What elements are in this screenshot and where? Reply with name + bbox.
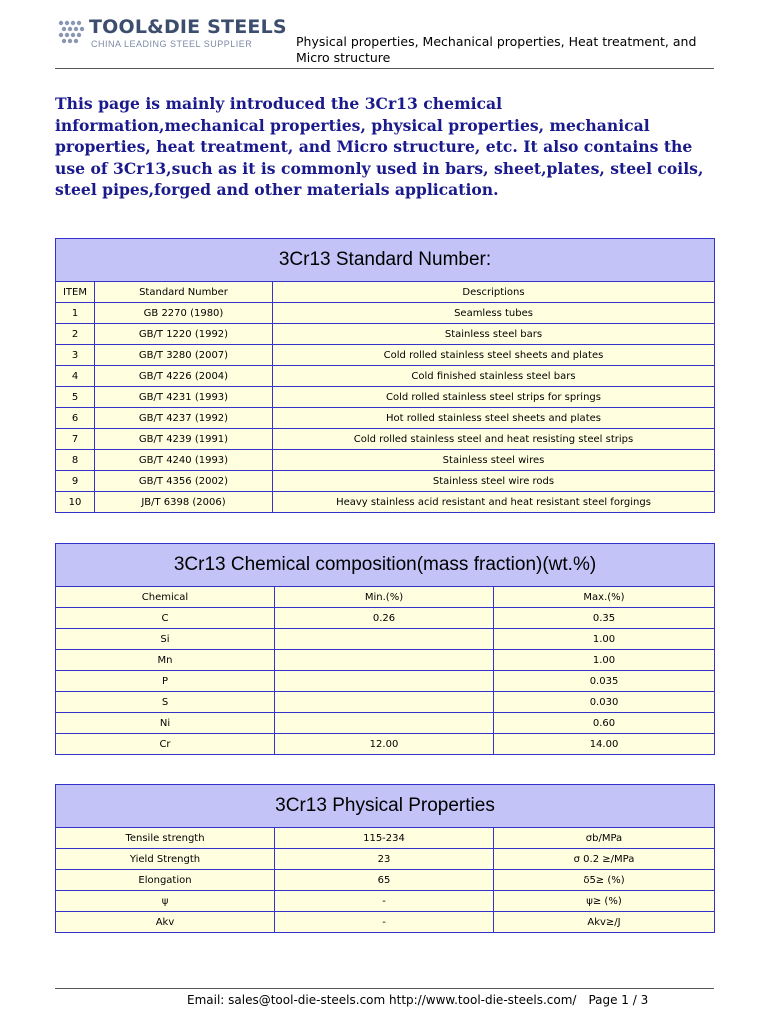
table-cell: Heavy stainless acid resistant and heat resistant steel forgings	[273, 492, 715, 513]
table-cell: 1.00	[494, 650, 715, 671]
logo-title: TOOL&DIE STEELS	[89, 16, 287, 38]
table-cell	[275, 671, 494, 692]
table-cell: 1.00	[494, 629, 715, 650]
table-cell: Stainless steel bars	[273, 324, 715, 345]
table-cell: 0.60	[494, 713, 715, 734]
table-cell: Seamless tubes	[273, 303, 715, 324]
table-cell	[275, 629, 494, 650]
logo-subtitle: CHINA LEADING STEEL SUPPLIER	[91, 39, 253, 49]
table-title: 3Cr13 Chemical composition(mass fraction)(wt.%)	[56, 544, 715, 587]
table-cell: P	[56, 671, 275, 692]
table-cell: Stainless steel wire rods	[273, 471, 715, 492]
intro-paragraph: This page is mainly introduced the 3Cr13 chemical information,mechanical properties, physical properties, mechanical properties, heat treatment, and Micro structure, etc. It also contains the use of 3Cr13,such as it is commonly used in bars, sheet,plates, steel coils, steel pipes,forged and other materials application.	[55, 94, 704, 199]
table-cell: -	[275, 912, 494, 933]
table-cell	[275, 692, 494, 713]
table-cell: σb/MPa	[494, 828, 715, 849]
table-cell: GB/T 1220 (1992)	[95, 324, 273, 345]
footer-text	[187, 993, 648, 1007]
table-row	[56, 450, 715, 471]
table-cell: Akv	[56, 912, 275, 933]
table-cell: Stainless steel wires	[273, 450, 715, 471]
column-header: Descriptions	[273, 282, 715, 303]
table-title: 3Cr13 Physical Properties	[56, 785, 715, 828]
table-cell: 8	[56, 450, 95, 471]
table-cell: ψ≥ (%)	[494, 891, 715, 912]
table-cell: 115-234	[275, 828, 494, 849]
column-header: Max.(%)	[494, 587, 715, 608]
table-cell: GB/T 4240 (1993)	[95, 450, 273, 471]
table-cell: ψ	[56, 891, 275, 912]
table-cell	[275, 650, 494, 671]
table-cell: GB/T 4231 (1993)	[95, 387, 273, 408]
table-cell: GB/T 4356 (2002)	[95, 471, 273, 492]
steel-logo-icon	[57, 18, 85, 46]
table-cell: Ni	[56, 713, 275, 734]
table-cell: Akv≥/J	[494, 912, 715, 933]
table-cell: 3	[56, 345, 95, 366]
table-cell: Hot rolled stainless steel sheets and plates	[273, 408, 715, 429]
table-row	[56, 912, 715, 933]
table-row	[56, 891, 715, 912]
table-cell: Cold finished stainless steel bars	[273, 366, 715, 387]
table-cell: 7	[56, 429, 95, 450]
table-cell: 23	[275, 849, 494, 870]
table-row	[56, 629, 715, 650]
table-cell: Si	[56, 629, 275, 650]
table-cell: -	[275, 891, 494, 912]
table-cell: 0.030	[494, 692, 715, 713]
table-cell: GB/T 4226 (2004)	[95, 366, 273, 387]
table-cell: 9	[56, 471, 95, 492]
column-header: Chemical	[56, 587, 275, 608]
table-row	[56, 324, 715, 345]
table-row	[56, 828, 715, 849]
page-footer	[55, 988, 714, 1007]
table-cell: Cold rolled stainless steel sheets and plates	[273, 345, 715, 366]
table-cell: JB/T 6398 (2006)	[95, 492, 273, 513]
table-row	[56, 849, 715, 870]
table-cell: 0.26	[275, 608, 494, 629]
table-row	[56, 492, 715, 513]
table-cell: 6	[56, 408, 95, 429]
table-cell: 65	[275, 870, 494, 891]
table-cell: 0.035	[494, 671, 715, 692]
standard-number-table	[55, 238, 715, 513]
table-row	[56, 870, 715, 891]
table-cell: 10	[56, 492, 95, 513]
table-row	[56, 671, 715, 692]
table-row	[56, 366, 715, 387]
table-cell	[275, 713, 494, 734]
table-cell: Cold rolled stainless steel and heat resisting steel strips	[273, 429, 715, 450]
table-row	[56, 650, 715, 671]
table-title: 3Cr13 Standard Number:	[56, 239, 715, 282]
table-row	[56, 387, 715, 408]
table-cell: 0.35	[494, 608, 715, 629]
table-cell: GB 2270 (1980)	[95, 303, 273, 324]
table-cell: 5	[56, 387, 95, 408]
column-header: ITEM	[56, 282, 95, 303]
page-header	[55, 12, 714, 69]
header-description: Physical properties, Mechanical properties, Heat treatment, and Micro structure	[296, 34, 697, 65]
table-cell: Yield Strength	[56, 849, 275, 870]
table-row	[56, 608, 715, 629]
page-number: Page 1 / 3	[588, 993, 649, 1007]
table-row	[56, 692, 715, 713]
table-header-row	[56, 587, 715, 608]
table-header-row	[56, 282, 715, 303]
table-row	[56, 471, 715, 492]
table-cell: GB/T 4239 (1991)	[95, 429, 273, 450]
table-row	[56, 713, 715, 734]
table-cell: Elongation	[56, 870, 275, 891]
column-header: Standard Number	[95, 282, 273, 303]
table-row	[56, 303, 715, 324]
table-cell: 1	[56, 303, 95, 324]
table-row	[56, 345, 715, 366]
table-row	[56, 408, 715, 429]
table-cell: σ 0.2 ≥/MPa	[494, 849, 715, 870]
table-cell: S	[56, 692, 275, 713]
table-cell: GB/T 3280 (2007)	[95, 345, 273, 366]
table-cell: 4	[56, 366, 95, 387]
table-cell: Tensile strength	[56, 828, 275, 849]
column-header: Min.(%)	[275, 587, 494, 608]
chemical-composition-table	[55, 543, 715, 755]
footer-contact: Email: sales@tool-die-steels.com http://www.tool-die-steels.com/	[187, 993, 577, 1007]
table-cell: 14.00	[494, 734, 715, 755]
table-cell: C	[56, 608, 275, 629]
table-cell: GB/T 4237 (1992)	[95, 408, 273, 429]
physical-properties-table	[55, 784, 715, 933]
table-cell: Mn	[56, 650, 275, 671]
table-cell: δ5≥ (%)	[494, 870, 715, 891]
table-cell: 12.00	[275, 734, 494, 755]
table-row	[56, 734, 715, 755]
table-cell: 2	[56, 324, 95, 345]
company-logo	[57, 14, 287, 58]
table-row	[56, 429, 715, 450]
table-cell: Cr	[56, 734, 275, 755]
table-cell: Cold rolled stainless steel strips for springs	[273, 387, 715, 408]
